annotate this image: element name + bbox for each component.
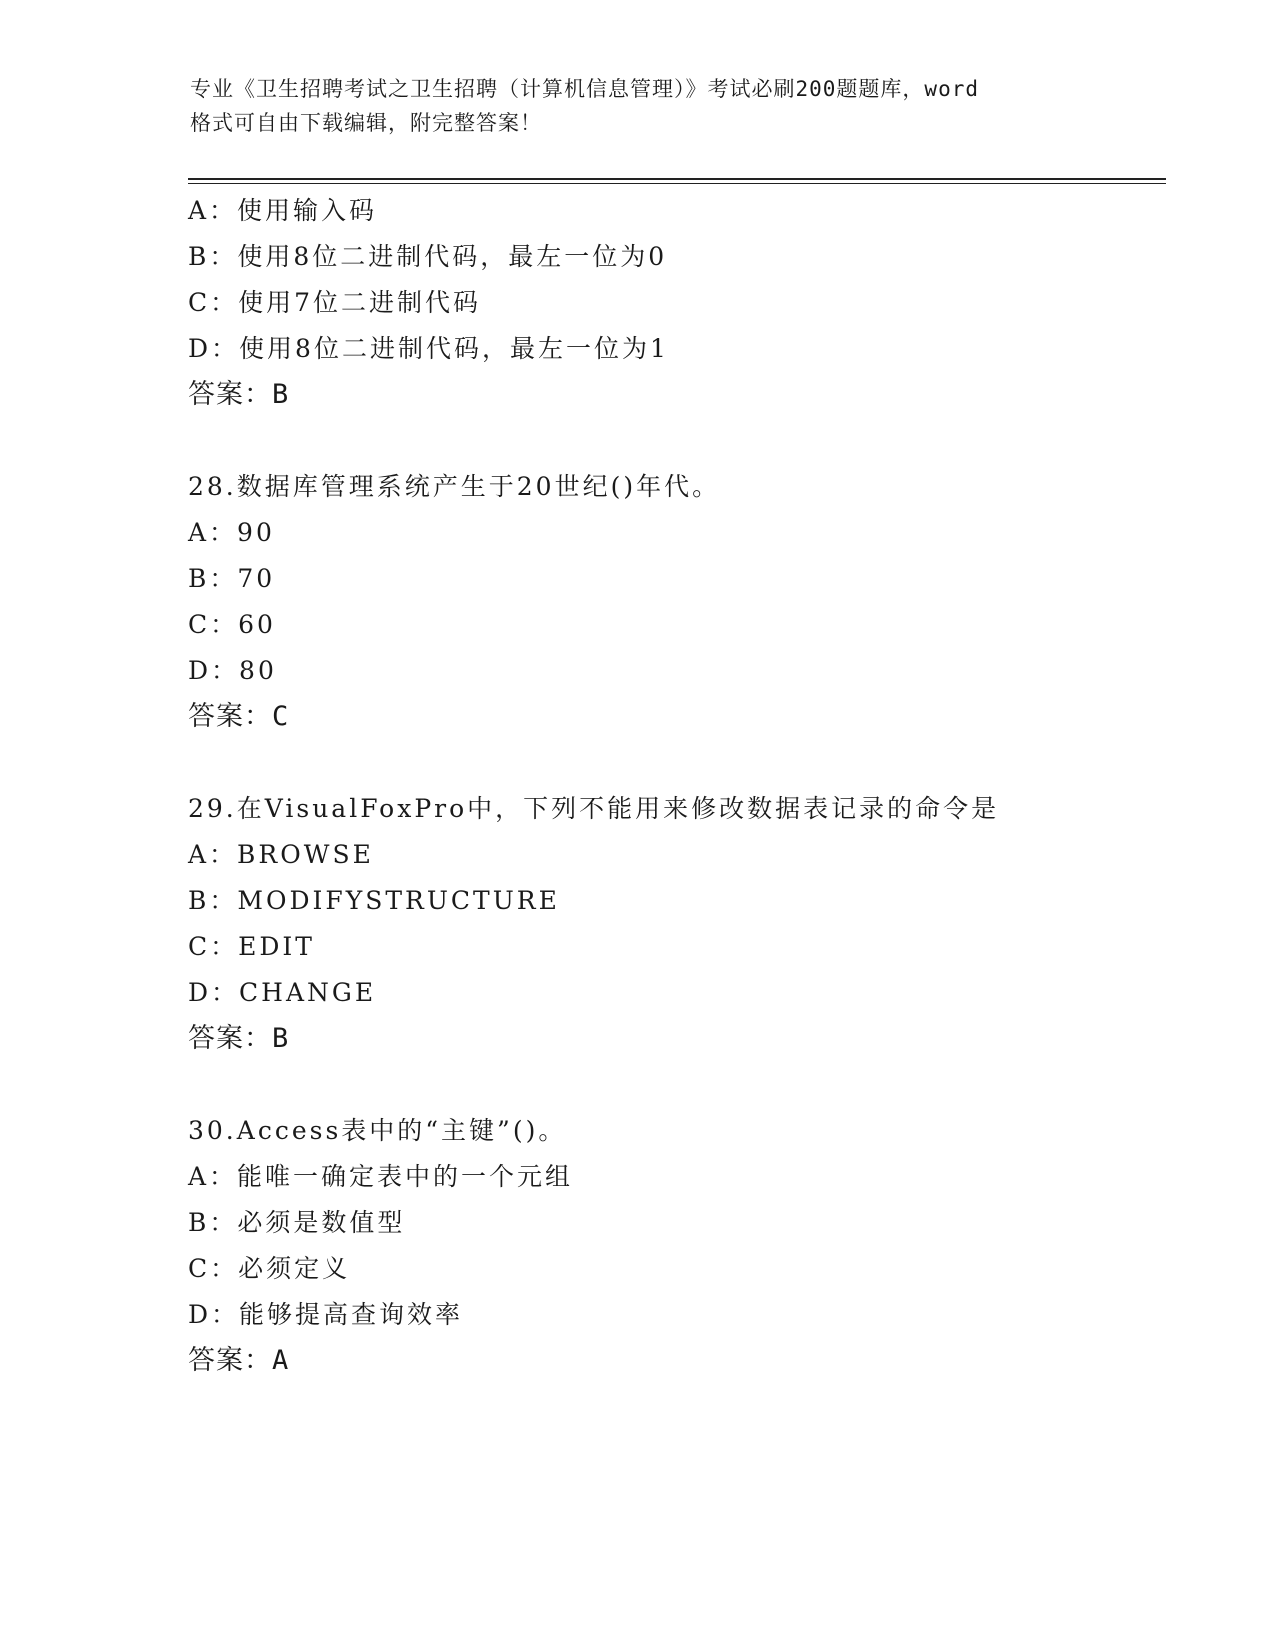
spacer <box>188 418 1168 464</box>
answer-line: 答案：A <box>188 1345 290 1376</box>
option-a: A：使用输入码 <box>188 196 378 225</box>
option-d: D：使用8位二进制代码，最左一位为1 <box>188 334 669 363</box>
option-d: D：CHANGE <box>188 978 377 1007</box>
option-a: A：90 <box>188 518 275 547</box>
question-30 <box>188 1108 1168 1384</box>
answer-line: 答案：C <box>188 701 290 732</box>
header-line-2: 格式可自由下载编辑，附完整答案！ <box>190 111 542 135</box>
option-b: B：70 <box>188 564 276 593</box>
question-stem: 30.Access表中的“主键”()。 <box>188 1116 567 1145</box>
option-c: C：60 <box>188 610 276 639</box>
spacer <box>188 740 1168 786</box>
answer-line: 答案：B <box>188 379 290 410</box>
option-c: C：EDIT <box>188 932 315 961</box>
answer-line: 答案：B <box>188 1023 290 1054</box>
question-27-continued <box>188 188 1168 418</box>
option-b: B：使用8位二进制代码，最左一位为0 <box>188 242 668 271</box>
option-a: A：BROWSE <box>188 840 374 869</box>
option-d: D：80 <box>188 656 277 685</box>
option-c: C：必须定义 <box>188 1254 351 1283</box>
question-29 <box>188 786 1168 1062</box>
question-stem: 29.在VisualFoxPro中，下列不能用来修改数据表记录的命令是 <box>188 794 1000 823</box>
question-28 <box>188 464 1168 740</box>
document-header <box>190 72 1090 140</box>
question-stem: 28.数据库管理系统产生于20世纪()年代。 <box>188 472 721 501</box>
option-a: A：能唯一确定表中的一个元组 <box>188 1162 574 1191</box>
spacer <box>188 1062 1168 1108</box>
question-list <box>188 188 1168 1384</box>
option-b: B：必须是数值型 <box>188 1208 406 1237</box>
option-d: D：能够提高查询效率 <box>188 1300 464 1329</box>
option-b: B：MODIFYSTRUCTURE <box>188 886 560 915</box>
header-divider-thin <box>188 183 1166 184</box>
option-c: C：使用7位二进制代码 <box>188 288 482 317</box>
header-divider-thick <box>188 178 1166 180</box>
header-line-1: 专业《卫生招聘考试之卫生招聘（计算机信息管理）》考试必刷200题题库，word <box>190 77 979 101</box>
